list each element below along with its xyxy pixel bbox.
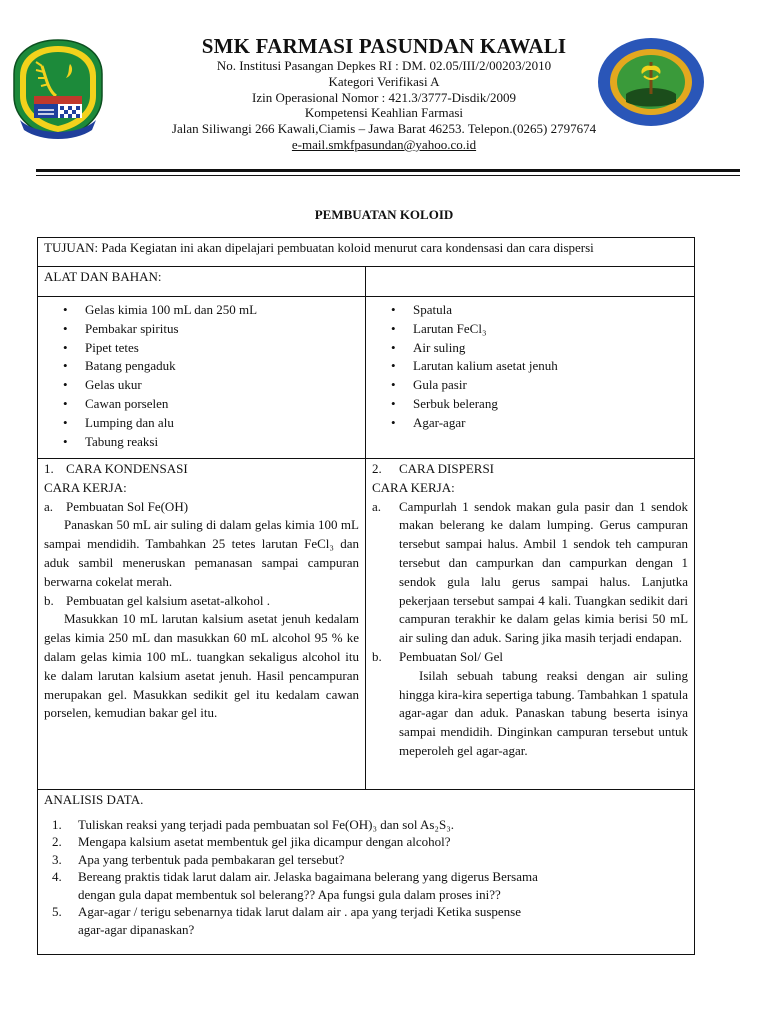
analysis-questions	[44, 816, 688, 939]
list-item: • Air suling	[413, 339, 694, 358]
document-title: PEMBUATAN KOLOID	[314, 207, 454, 222]
question-number: 1.	[52, 816, 62, 832]
school-name: SMK FARMASI PASUNDAN KAWALI	[201, 34, 567, 58]
worksheet-table	[37, 237, 695, 955]
step-title: Pembuatan gel kalsium asetat-alkohol .	[66, 592, 270, 608]
list-item: • Lumping dan alu	[85, 414, 365, 433]
step-label: a.	[372, 498, 382, 514]
section-number: 1.	[44, 461, 54, 476]
email-link[interactable]: e-mail.smkfpasundan@yahoo.co.id	[291, 136, 477, 152]
list-item: • Batang pengaduk	[85, 357, 365, 376]
question-item	[52, 903, 688, 938]
dispersi-section	[366, 459, 694, 765]
equipment-list-left	[38, 301, 365, 451]
address-phone: Jalan Siliwangi 266 Kawali,Ciamis – Jawa Barat 46253. Telepon.(0265) 2797674	[171, 121, 597, 137]
step-label: a.	[44, 498, 54, 514]
list-item: • Gula pasir	[413, 376, 694, 395]
question-number: 3.	[52, 851, 62, 867]
tujuan-row	[38, 238, 695, 267]
list-item: • Pembakar spiritus	[85, 320, 365, 339]
kondensasi-section	[38, 459, 365, 727]
cara-kerja-label: CARA KERJA:	[372, 479, 455, 495]
material-list-right	[366, 301, 694, 433]
step-title: Pembuatan Sol/ Gel	[399, 648, 503, 664]
header-divider-thin	[36, 175, 740, 176]
question-item	[52, 816, 688, 834]
step-label: b.	[44, 592, 54, 608]
list-item: • Agar-agar	[413, 414, 694, 433]
list-item: • Serbuk belerang	[413, 395, 694, 414]
list-item: • Tabung reaksi	[85, 433, 365, 452]
question-number: 2.	[52, 834, 62, 850]
question-text: Mengapa kalsium asetat membentuk gel jika dicampur dengan alcohol?	[78, 834, 451, 850]
list-item: • Spatula	[413, 301, 694, 320]
list-item: • Larutan kalium asetat jenuh	[413, 357, 694, 376]
question-text: Bereang praktis tidak larut dalam air. Jelaska bagaimana belerang yang digerus Bersama dengan gula dapat membentuk sol belerang?? Apa fungsi gula dalam proses ini??	[78, 869, 538, 902]
section-number: 2.	[372, 461, 382, 476]
question-number: 4.	[52, 869, 62, 885]
step-text: Panaskan 50 mL air suling di dalam gelas kimia 100 mL sampai mendidih. Tambahkan 25 tetes larutan FeCl₃ dan aduk sambil meneruskan pemanasan sampai campuran berwarna cokelat merah.	[44, 517, 359, 589]
question-item	[52, 833, 688, 851]
west-java-emblem-logo	[12, 38, 104, 140]
question-text: Apa yang terbentuk pada pembakaran gel tersebut?	[78, 851, 345, 867]
step-text: Isilah sebuah tabung reaksi dengan air suling hingga kira-kira sepertiga tabung. Tambahkan 1 spatula agar-agar dan aduk. Panaskan tabung beserta isinya sampai mendidih. Dinginkan campuran tersebut untuk meperoleh gel agar-agar.	[399, 667, 689, 758]
question-number: 5.	[52, 904, 62, 920]
list-item: • Larutan FeCl₃	[413, 320, 694, 339]
operating-permit: Izin Operasional Nomor : 421.3/3777-Disdik/2009	[252, 89, 516, 105]
question-item	[52, 868, 688, 903]
analisis-row	[38, 790, 695, 955]
header-divider-thick	[36, 169, 740, 172]
question-text: Tuliskan reaksi yang terjadi pada pembuatan sol Fe(OH)₃ dan sol As₂S₃.	[78, 816, 454, 832]
analisis-label: ANALISIS DATA.	[44, 792, 144, 807]
cara-kerja-label: CARA KERJA:	[44, 479, 127, 495]
alat-bahan-label: ALAT DAN BAHAN:	[44, 269, 162, 284]
tujuan-text: TUJUAN: Pada Kegiatan ini akan dipelajari pembuatan koloid menurut cara kondensasi dan cara dispersi	[44, 240, 594, 255]
step-title: Pembuatan Sol Fe(OH)	[66, 498, 189, 514]
step-text: Campurlah 1 sendok makan gula pasir dan 1 sendok makan belerang ke dalam lumping. Gerus campuran tersebut sampai halus. Ambil 1 sendok teh campuran tersebut dan campurkan dan campurkan dengan 1 sendok gula lalu gerus sampai halus. Lanjutka pekerjaan tersebut sampai 4 kali. Tuangkan sedikit dari campuran terakhir ke dalam gelas kimia berisi 50 mL air suling dan aduk. Saring jika masih terjadi endapan.	[399, 498, 689, 646]
section-heading: CARA KONDENSASI	[66, 461, 188, 476]
letterhead	[110, 34, 658, 153]
step-text: Masukkan 10 mL larutan kalsium asetat jenuh kedalam gelas kimia 250 mL dan masukkan 60 mL alcohol 95 % ke dalam gelas kimia 100 mL. tuangkan sekaligus alcohol itu ke dalam larutan kalsium asetat jenuh. Hasil pencampuran merupakan gel. Masukkan sedikit gel itu kedalam cawan porselen, kemudian bakar gel itu.	[44, 611, 359, 721]
section-heading: CARA DISPERSI	[399, 461, 494, 476]
list-item: • Gelas kimia 100 mL dan 250 mL	[85, 301, 365, 320]
list-item: • Pipet tetes	[85, 339, 365, 358]
procedure-row	[38, 459, 695, 790]
list-item: • Cawan porselen	[85, 395, 365, 414]
institution-number: No. Institusi Pasangan Depkes RI : DM. 02.05/III/2/00203/2010	[216, 58, 552, 73]
question-item	[52, 851, 688, 869]
question-text: Agar-agar / terigu sebenarnya tidak larut dalam air . apa yang terjadi Ketika suspense agar-agar dipanaskan?	[78, 904, 522, 937]
alat-bahan-header-row	[38, 267, 695, 297]
analisis-section	[38, 790, 694, 946]
competency: Kompetensi Keahlian Farmasi	[304, 105, 464, 121]
list-item: • Gelas ukur	[85, 376, 365, 395]
step-label: b.	[372, 648, 382, 664]
verification-category: Kategori Verifikasi A	[328, 73, 440, 89]
alat-bahan-list-row	[38, 297, 695, 459]
